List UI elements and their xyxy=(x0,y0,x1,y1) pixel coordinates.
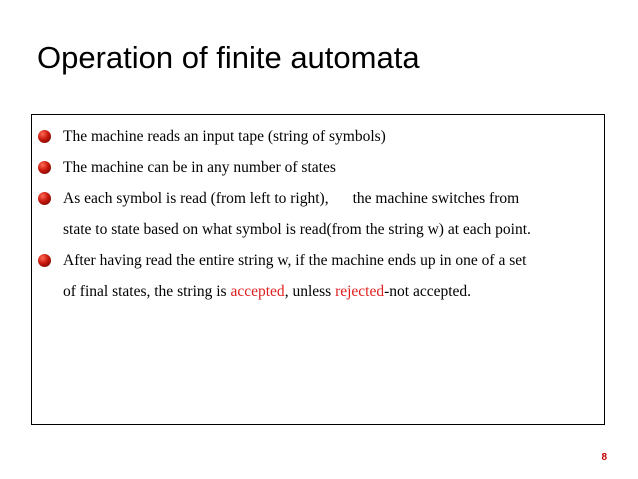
bullet-line xyxy=(63,183,598,214)
bullet-line: state to state based on what symbol is read(from the string w) at each point. xyxy=(63,221,531,238)
bullet-text: The machine can be in any number of states xyxy=(63,159,336,176)
rejected-highlight: rejected xyxy=(335,283,385,300)
bullet-text-part: of final states, the string is xyxy=(63,283,231,300)
accepted-highlight: accepted xyxy=(230,283,285,300)
bullet-list xyxy=(32,121,604,307)
bullet-item xyxy=(32,245,604,307)
bullet-item xyxy=(32,183,604,245)
bullet-text-part: As each symbol is read (from left to right), xyxy=(63,190,329,207)
bullet-icon xyxy=(38,130,51,143)
bullet-icon xyxy=(38,161,51,174)
bullet-line: After having read the entire string w, if the machine ends up in one of a set xyxy=(63,252,527,269)
slide-title: Operation of finite automata xyxy=(37,40,420,75)
bullet-icon xyxy=(38,192,51,205)
content-box xyxy=(31,114,605,425)
bullet-line xyxy=(63,276,598,307)
bullet-text-part: the machine switches from xyxy=(352,190,520,207)
bullet-icon xyxy=(38,254,51,267)
bullet-item xyxy=(32,121,604,152)
page-number: 8 xyxy=(601,452,607,463)
bullet-item xyxy=(32,152,604,183)
bullet-text: The machine reads an input tape (string of symbols) xyxy=(63,128,386,145)
bullet-text-part: , unless xyxy=(284,283,336,300)
bullet-text-part: -not accepted. xyxy=(384,283,472,300)
